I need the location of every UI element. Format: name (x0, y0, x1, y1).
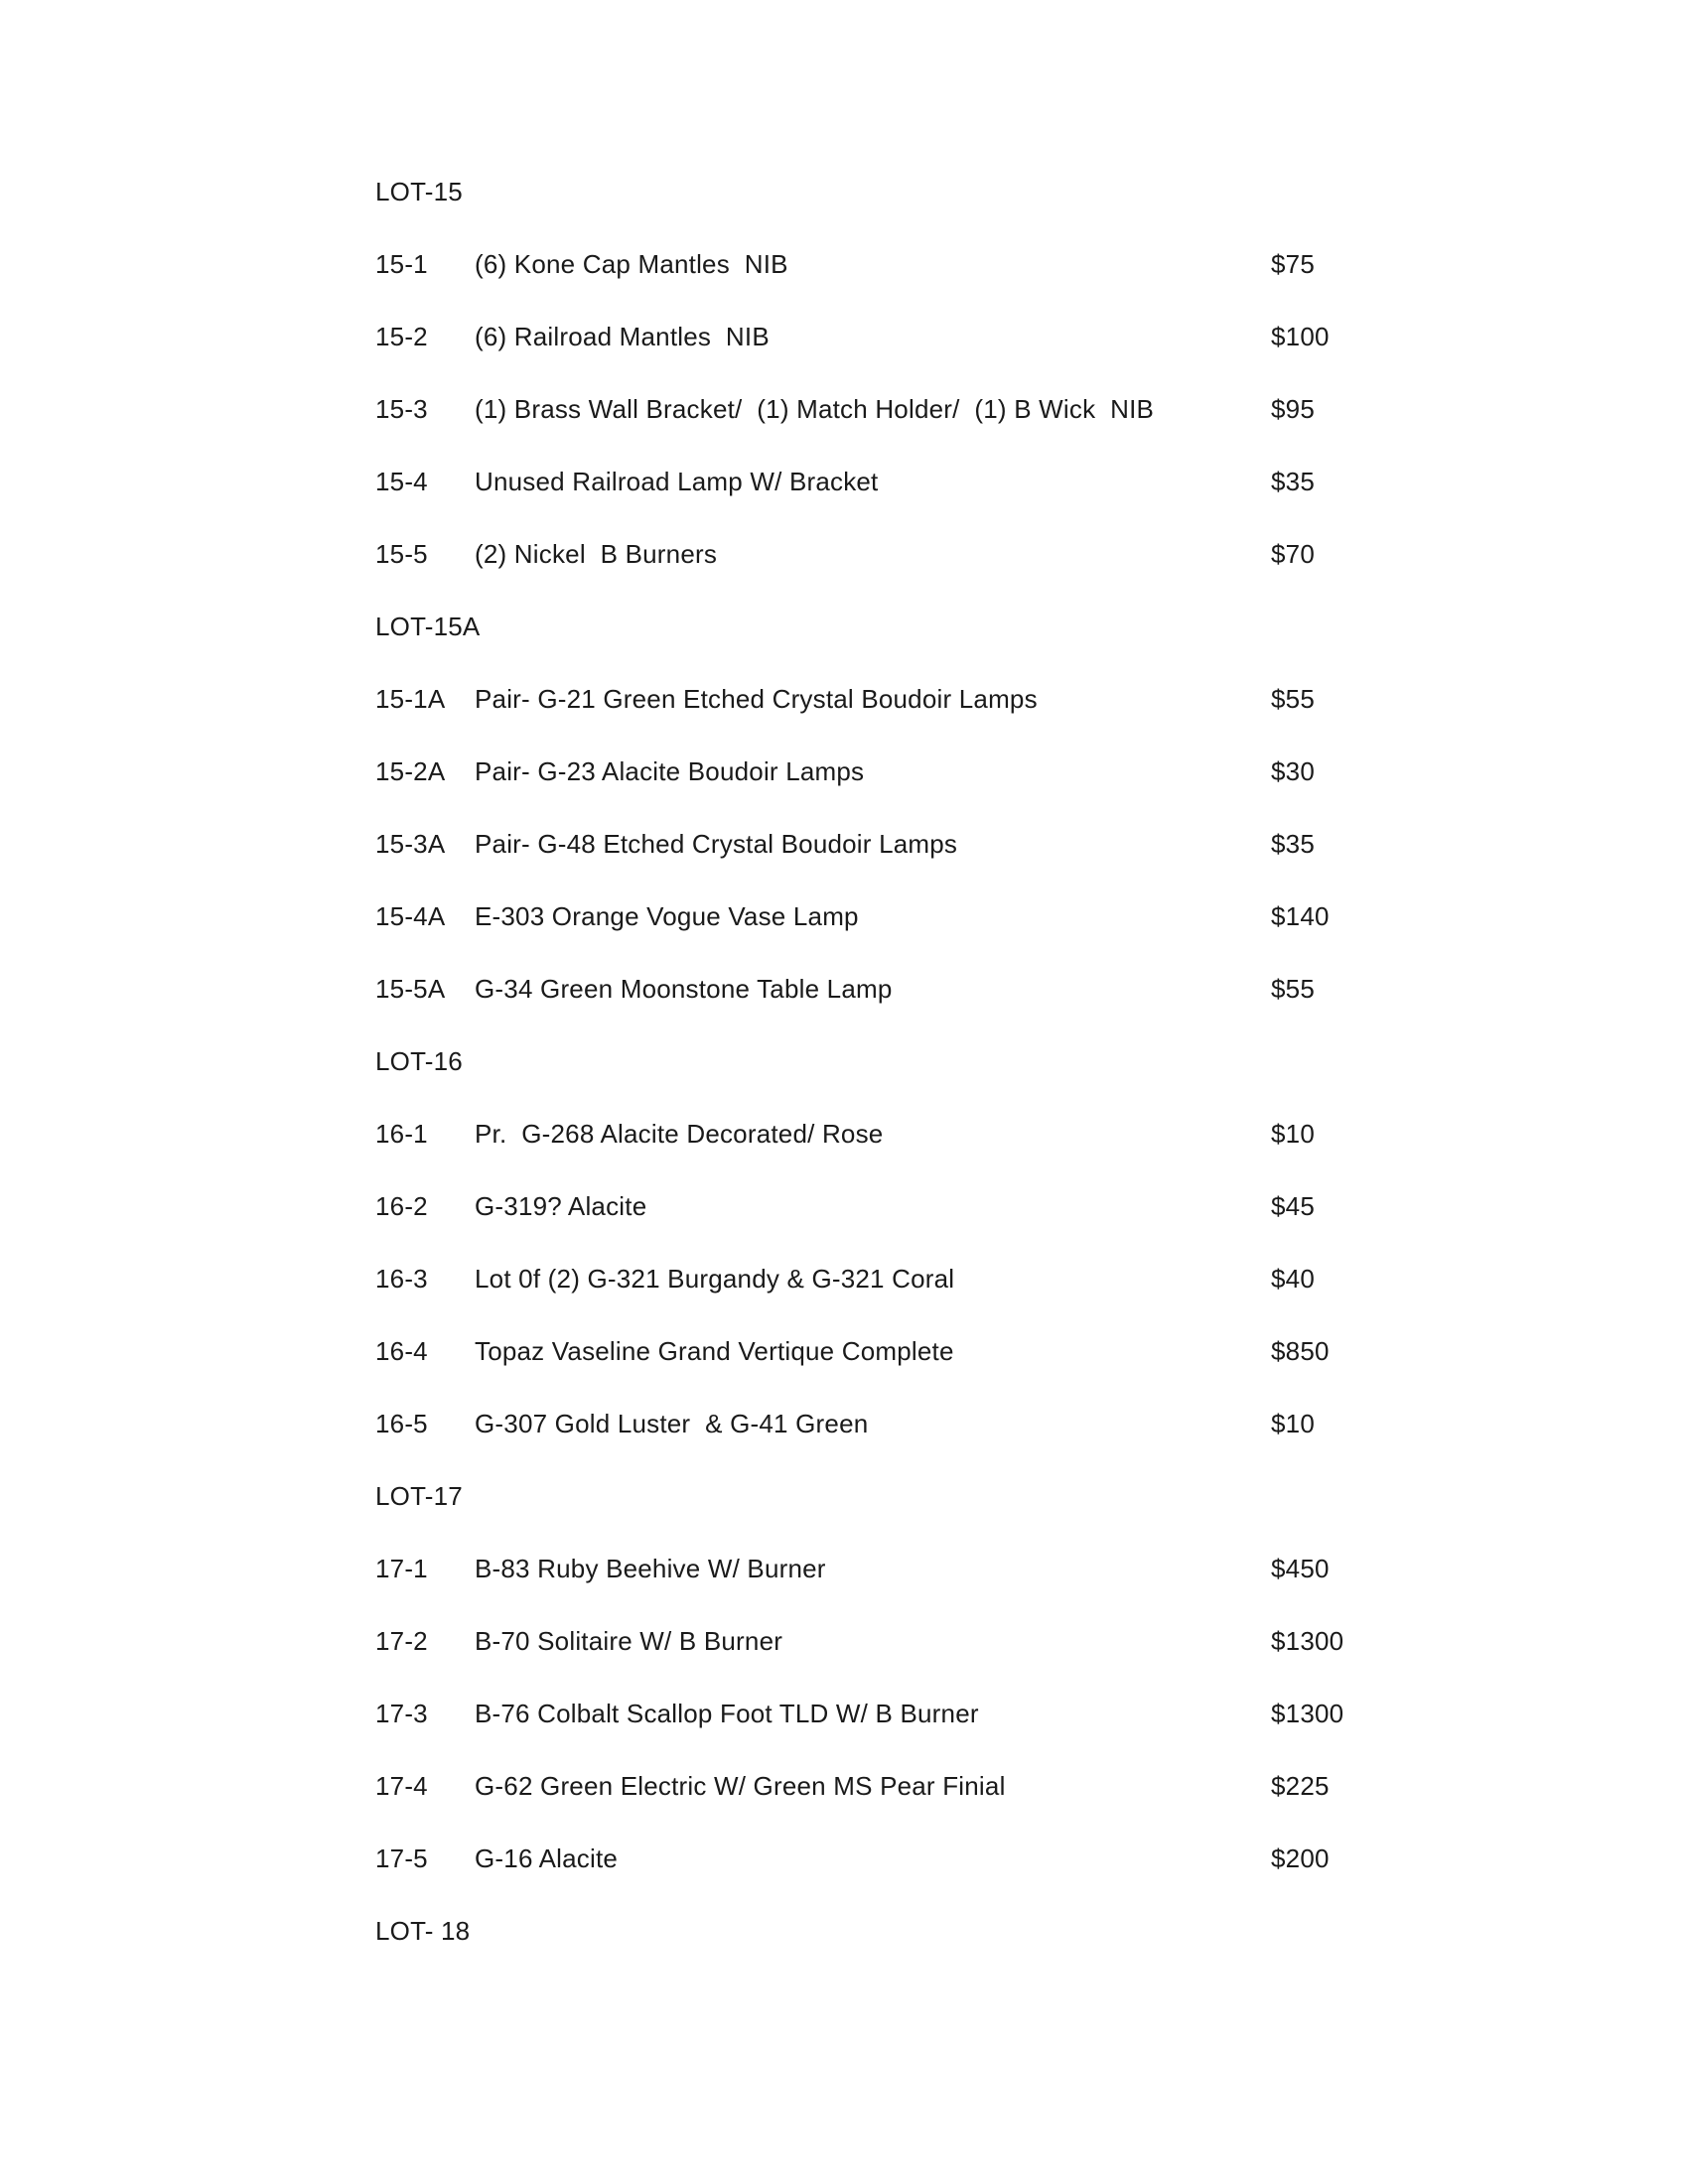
item-id: 17-4 (375, 1771, 428, 1801)
item-description: Lot 0f (2) G-321 Burgandy & G-321 Coral (475, 1264, 955, 1294)
item-id: 16-4 (375, 1336, 428, 1366)
lot-heading: LOT-15 (375, 177, 463, 206)
item-id: 16-2 (375, 1191, 428, 1221)
item-price: $450 (1271, 1554, 1330, 1583)
item-price: $100 (1271, 322, 1330, 351)
list-item (375, 1411, 1430, 1436)
item-id: 16-1 (375, 1119, 428, 1149)
lot-heading: LOT-17 (375, 1481, 463, 1511)
list-item (375, 1701, 1430, 1726)
item-price: $140 (1271, 901, 1330, 931)
item-id: 15-2 (375, 322, 428, 351)
item-description: Pair- G-23 Alacite Boudoir Lamps (475, 756, 865, 786)
list-item (375, 1773, 1430, 1799)
item-id: 17-1 (375, 1554, 428, 1583)
item-description: Unused Railroad Lamp W/ Bracket (475, 467, 879, 496)
item-description: B-76 Colbalt Scallop Foot TLD W/ B Burner (475, 1699, 979, 1728)
item-description: G-34 Green Moonstone Table Lamp (475, 974, 893, 1004)
item-description: E-303 Orange Vogue Vase Lamp (475, 901, 859, 931)
item-price: $30 (1271, 756, 1315, 786)
item-price: $40 (1271, 1264, 1315, 1294)
item-id: 17-5 (375, 1843, 428, 1873)
list-item (375, 686, 1430, 712)
list-item (375, 831, 1430, 857)
list-item (375, 1338, 1430, 1364)
item-price: $10 (1271, 1409, 1315, 1438)
item-price: $1300 (1271, 1699, 1344, 1728)
item-id: 15-4 (375, 467, 428, 496)
item-id: 15-1 (375, 249, 428, 279)
item-id: 17-3 (375, 1699, 428, 1728)
item-description: G-16 Alacite (475, 1843, 619, 1873)
list-item (375, 396, 1430, 422)
item-description: (2) Nickel B Burners (475, 539, 718, 569)
item-id: 16-3 (375, 1264, 428, 1294)
item-description: B-70 Solitaire W/ B Burner (475, 1626, 783, 1656)
list-item (375, 1628, 1430, 1654)
item-id: 15-5A (375, 974, 446, 1004)
list-item (375, 1556, 1430, 1581)
item-price: $70 (1271, 539, 1315, 569)
item-price: $35 (1271, 467, 1315, 496)
item-id: 15-5 (375, 539, 428, 569)
lot-heading: LOT-16 (375, 1046, 463, 1076)
list-item (375, 1266, 1430, 1292)
list-item (375, 1193, 1430, 1219)
item-id: 15-1A (375, 684, 446, 714)
item-price: $55 (1271, 974, 1315, 1004)
item-price: $200 (1271, 1843, 1330, 1873)
item-price: $45 (1271, 1191, 1315, 1221)
list-item (375, 903, 1430, 929)
item-price: $850 (1271, 1336, 1330, 1366)
list-item (375, 758, 1430, 784)
item-description: (6) Kone Cap Mantles NIB (475, 249, 788, 279)
item-description: Topaz Vaseline Grand Vertique Complete (475, 1336, 954, 1366)
list-item (375, 1121, 1430, 1147)
item-price: $1300 (1271, 1626, 1344, 1656)
item-id: 17-2 (375, 1626, 428, 1656)
item-price: $75 (1271, 249, 1315, 279)
item-description: Pr. G-268 Alacite Decorated/ Rose (475, 1119, 884, 1149)
item-description: (1) Brass Wall Bracket/ (1) Match Holder/ (1) B Wick NIB (475, 394, 1155, 424)
item-id: 16-5 (375, 1409, 428, 1438)
lot-heading: LOT- 18 (375, 1916, 471, 1946)
item-price: $95 (1271, 394, 1315, 424)
item-description: G-307 Gold Luster & G-41 Green (475, 1409, 869, 1438)
list-item (375, 324, 1430, 349)
list-item (375, 1845, 1430, 1871)
list-item (375, 469, 1430, 494)
item-description: G-319? Alacite (475, 1191, 647, 1221)
item-id: 15-3 (375, 394, 428, 424)
item-description: G-62 Green Electric W/ Green MS Pear Finial (475, 1771, 1006, 1801)
item-description: Pair- G-21 Green Etched Crystal Boudoir Lamps (475, 684, 1038, 714)
item-price: $55 (1271, 684, 1315, 714)
item-id: 15-3A (375, 829, 446, 859)
item-description: Pair- G-48 Etched Crystal Boudoir Lamps (475, 829, 958, 859)
item-description: (6) Railroad Mantles NIB (475, 322, 770, 351)
list-item (375, 541, 1430, 567)
list-item (375, 251, 1430, 277)
item-description: B-83 Ruby Beehive W/ Burner (475, 1554, 826, 1583)
item-price: $35 (1271, 829, 1315, 859)
item-price: $10 (1271, 1119, 1315, 1149)
list-item (375, 976, 1430, 1002)
lot-heading: LOT-15A (375, 612, 481, 641)
item-price: $225 (1271, 1771, 1330, 1801)
auction-lot-list (258, 179, 1430, 1944)
item-id: 15-4A (375, 901, 446, 931)
item-id: 15-2A (375, 756, 446, 786)
